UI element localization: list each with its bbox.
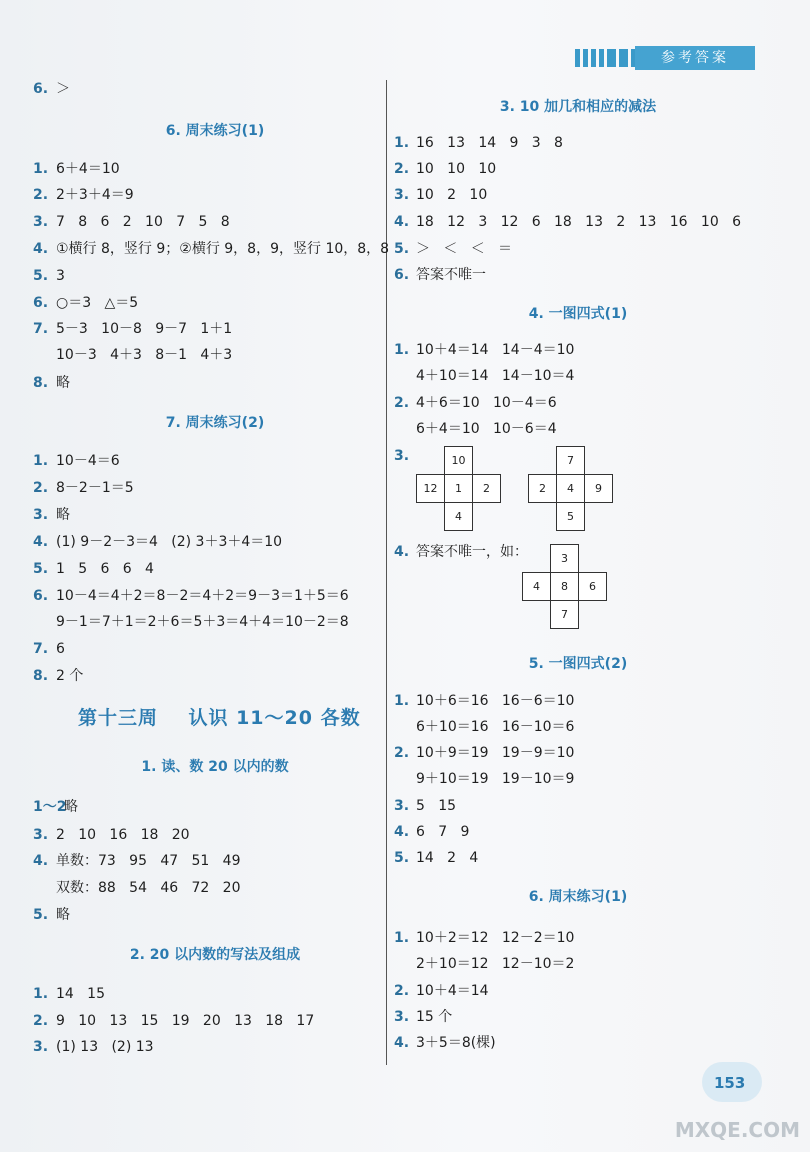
section-heading: 6. 周末练习(1) [165,123,265,139]
answer-text: 6＋10＝16 16－10＝6 [416,719,575,735]
answer-text: ①横行 8，竖行 9；②横行 9，8，9，竖行 10，8，8 [56,241,390,257]
answer-text: 答案不唯一 [416,267,486,283]
answer-text: 9＋10＝19 19－10＝9 [416,771,575,787]
item-number: 4. [33,241,49,257]
item-number: 2. [33,480,49,496]
answer-text: (1) 13 (2) 13 [56,1039,154,1055]
item-number: 5. [394,850,410,866]
column-divider [386,80,387,1065]
item-number: 4. [394,214,410,230]
answer-text: 2 10 16 18 20 [56,827,190,843]
section-heading: 2. 20 以内数的写法及组成 [129,947,301,963]
answer-text: 18 12 3 12 6 18 13 2 13 16 10 6 [416,214,742,230]
item-number: 8. [33,668,49,684]
answer-text: 4＋6＝10 10－4＝6 [416,395,557,411]
answer-text: 6＋4＝10 [56,161,120,177]
item-number: 1. [394,342,410,358]
cross-cell-center: 1 [444,474,473,503]
item-number: 4. [394,824,410,840]
answer-text: 6 7 9 [416,824,470,840]
item-number: 3. [33,214,49,230]
answer-text: 8－2－1＝5 [56,480,134,496]
cross-cell-left: 4 [522,572,551,601]
answer-text: 5－3 10－8 9－7 1＋1 [56,321,233,337]
answer-text: 10＋4＝14 [416,983,489,999]
item-number: 3. [394,798,410,814]
cross-cell-top: 10 [444,446,473,475]
answer-text: 3＋5＝8(棵) [416,1035,496,1051]
answer-text: 答案不唯一，如： [416,544,528,560]
chapter-title: 第十三周 认识 11～20 各数 [78,707,361,729]
answer-text: 10＋4＝14 14－4＝10 [416,342,575,358]
item-number: 3. [394,187,410,203]
section-heading: 7. 周末练习(2) [165,415,265,431]
item-number: 2. [394,745,410,761]
answer-text: 10 10 10 [416,161,497,177]
item-number: 6. [394,267,410,283]
cross-cell-bottom: 4 [444,502,473,531]
cross-cell-left: 12 [416,474,445,503]
section-heading: 6. 周末练习(1) [528,889,628,905]
answer-text: 6 [56,641,65,657]
item-number: 3. [33,827,49,843]
answer-text: 10－3 4＋3 8－1 4＋3 [56,347,233,363]
answer-text: ＞ [56,81,70,97]
item-number: 3. [394,448,410,464]
item-number: 5. [33,268,49,284]
answer-text: 10 2 10 [416,187,488,203]
answer-text: 10＋9＝19 19－9＝10 [416,745,575,761]
watermark: MXQE.COM [674,1118,800,1142]
item-number: 1. [33,986,49,1002]
item-number: 4. [33,534,49,550]
answer-text: 双数：88 54 46 72 20 [56,880,241,896]
answer-text: 3 [56,268,65,284]
answer-text: ＞ ＜ ＜ ＝ [416,241,513,257]
item-number: 2. [394,983,410,999]
item-number: 1. [394,693,410,709]
answer-text: 5 15 [416,798,457,814]
section-heading: 1. 读、数 20 以内的数 [141,759,289,775]
cross-cell-bottom: 5 [556,502,585,531]
cross-cell-right: 6 [578,572,607,601]
cross-cell-right: 9 [584,474,613,503]
cross-cell-right: 2 [472,474,501,503]
page-number: 153 [714,1074,746,1092]
section-heading: 5. 一图四式(2) [528,656,628,672]
item-number: 2. [33,1013,49,1029]
item-number: 7. [33,641,49,657]
answer-text: 15 个 [416,1009,453,1025]
item-number: 2. [394,161,410,177]
header-label: 参考答案 [635,46,755,70]
answer-text: ○＝3 △＝5 [56,295,139,311]
cross-cell-center: 8 [550,572,579,601]
answer-text: 6＋4＝10 10－6＝4 [416,421,557,437]
answer-text: 1 5 6 6 4 [56,561,154,577]
answer-text: 7 8 6 2 10 7 5 8 [56,214,230,230]
item-number: 1. [33,161,49,177]
header-tab [575,46,755,70]
item-number: 5. [33,561,49,577]
item-number: 5. [33,907,49,923]
item-number: 3. [394,1009,410,1025]
answer-text: 略 [56,907,70,923]
item-number: 1～2 [33,799,67,815]
answer-text: 16 13 14 9 3 8 [416,135,563,151]
item-number: 8. [33,375,49,391]
answer-text: 略 [64,799,78,815]
cross-cell-bottom: 7 [550,600,579,629]
answer-text: 9 10 13 15 19 20 13 18 17 [56,1013,315,1029]
item-number: 4. [394,1035,410,1051]
item-number: 2. [394,395,410,411]
answer-text: 4＋10＝14 14－10＝4 [416,368,575,384]
item-number: 4. [394,544,410,560]
cross-cell-center: 4 [556,474,585,503]
item-number: 1. [33,453,49,469]
item-number: 3. [33,1039,49,1055]
item-number: 6. [33,588,49,604]
answer-text: 10＋2＝12 12－2＝10 [416,930,575,946]
answer-text: 14 2 4 [416,850,479,866]
answer-text: 10－4＝6 [56,453,120,469]
item-number: 6. [33,81,49,97]
item-number: 3. [33,507,49,523]
item-number: 4. [33,853,49,869]
item-number: 6. [33,295,49,311]
item-number: 2. [33,187,49,203]
answer-text: 14 15 [56,986,105,1002]
item-number: 5. [394,241,410,257]
section-heading: 4. 一图四式(1) [528,306,628,322]
answer-text: 2 个 [56,668,84,684]
answer-text: (1) 9－2－3＝4 (2) 3＋3＋4＝10 [56,534,283,550]
item-number: 1. [394,930,410,946]
section-heading: 3. 10 加几和相应的减法 [499,99,657,115]
answer-text: 10＋6＝16 16－6＝10 [416,693,575,709]
answer-text: 2＋10＝12 12－10＝2 [416,956,575,972]
header-bars [575,49,640,67]
item-number: 1. [394,135,410,151]
item-number: 7. [33,321,49,337]
answer-text: 10－4＝4＋2＝8－2＝4＋2＝9－3＝1＋5＝6 [56,588,349,604]
answer-text: 单数：73 95 47 51 49 [56,853,241,869]
answer-text: 略 [56,507,70,523]
cross-cell-top: 3 [550,544,579,573]
answer-text: 9－1＝7＋1＝2＋6＝5＋3＝4＋4＝10－2＝8 [56,614,349,630]
answer-text: 2＋3＋4＝9 [56,187,134,203]
answer-text: 略 [56,375,70,391]
cross-cell-top: 7 [556,446,585,475]
cross-cell-left: 2 [528,474,557,503]
